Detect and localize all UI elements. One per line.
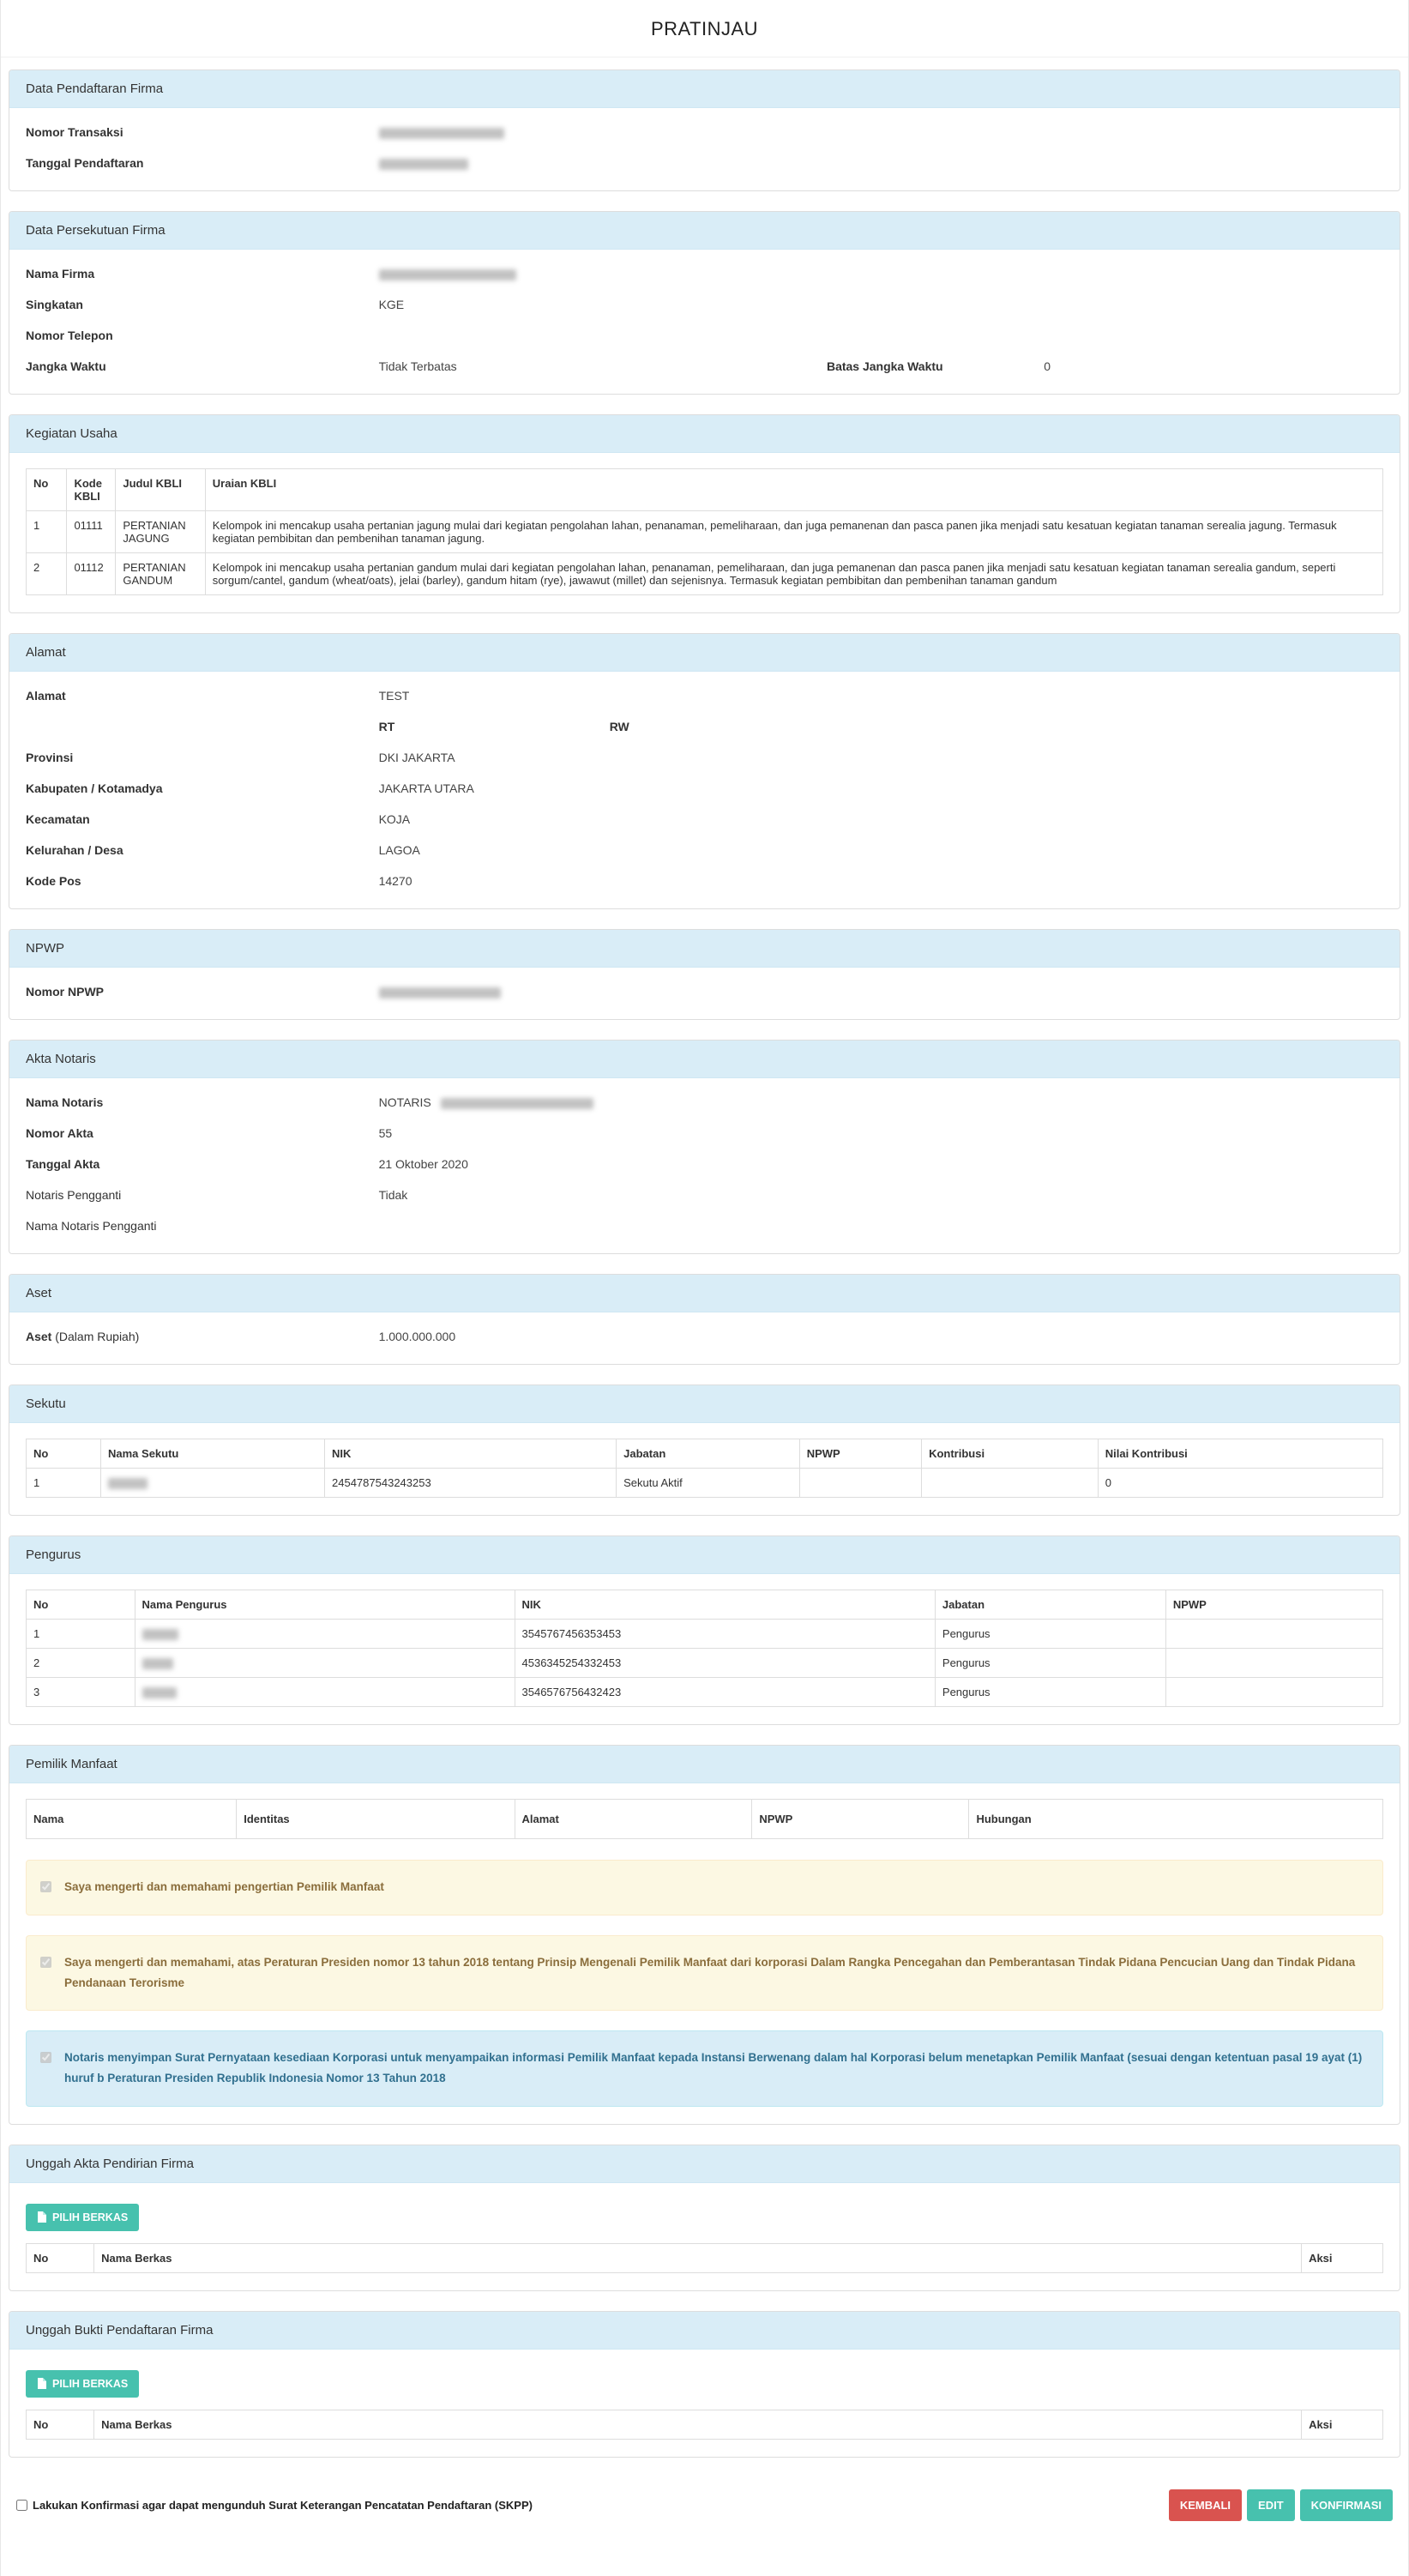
field-label: Batas Jangka Waktu <box>826 359 943 373</box>
section-pemilik-manfaat <box>9 1745 1400 2124</box>
row-alamat <box>9 680 1400 711</box>
cell-nama <box>135 1649 515 1678</box>
pilih-berkas-label: PILIH BERKAS <box>52 2377 129 2390</box>
field-label: Jangka Waktu <box>26 359 106 373</box>
col-header-hubungan: Hubungan <box>969 1800 1383 1839</box>
col-header-no: No <box>27 2243 94 2272</box>
section-npwp <box>9 929 1400 1020</box>
notice-checkbox <box>40 1881 51 1892</box>
footer-bar <box>9 2477 1400 2530</box>
col-header-nik: NIK <box>325 1439 617 1469</box>
col-header-kontribusi: Kontribusi <box>922 1439 1099 1469</box>
col-header-nama-berkas: Nama Berkas <box>94 2243 1302 2272</box>
row-nomor-transaksi <box>9 117 1400 148</box>
field-label-bold: Aset <box>26 1330 52 1343</box>
file-icon <box>37 2378 46 2389</box>
cell-nik: 4536345254332453 <box>515 1649 935 1678</box>
field-label: Nama Notaris <box>26 1095 104 1109</box>
confirm-skpp-checkbox[interactable] <box>16 2500 27 2511</box>
field-value: Tidak <box>378 1188 408 1202</box>
cell-no: 1 <box>27 1469 101 1498</box>
table-header-row <box>27 1439 1383 1469</box>
col-header-no: No <box>27 1439 101 1469</box>
redacted-value <box>142 1658 173 1669</box>
field-label: Kode Pos <box>26 874 81 888</box>
notaris-prefix: NOTARIS <box>378 1095 431 1109</box>
section-alamat <box>9 633 1400 909</box>
notice-checkbox <box>40 2052 51 2063</box>
col-header-aksi: Aksi <box>1302 2243 1383 2272</box>
cell-jabatan: Sekutu Aktif <box>617 1469 800 1498</box>
row-singkatan <box>9 289 1400 320</box>
content <box>1 57 1408 2530</box>
notice-text: Saya mengerti dan memahami, atas Peraturan Presiden nomor 13 tahun 2018 tentang Prinsip Mengenali Pemilik Manfaat dari korporasi Dalam Rangka Pencegahan dan Pemberantasan Tindak Pidana Pencucian Uang dan Tindak Pidana Pendanaan Terorisme <box>64 1955 1356 1989</box>
section-aset <box>9 1274 1400 1365</box>
section-unggah-akta <box>9 2145 1400 2291</box>
cell-npwp <box>1165 1620 1382 1649</box>
cell-nik: 2454787543243253 <box>325 1469 617 1498</box>
col-header-nama-berkas: Nama Berkas <box>94 2410 1302 2439</box>
section-kegiatan-usaha <box>9 414 1400 613</box>
page-title: PRATINJAU <box>1 0 1408 57</box>
notice-text: Notaris menyimpan Surat Pernyataan kesediaan Korporasi untuk menyampaikan informasi Pemilik Manfaat kepada Instansi Berwenang dalam hal Korporasi belum menetapkan Pemilik Manfaat (sesuai dengan ketentuan pasal 19 ayat (1) huruf b Peraturan Presiden Republik Indonesia Nomor 13 Tahun 2018 <box>64 2051 1363 2085</box>
row-nomor-akta <box>9 1118 1400 1149</box>
col-header-no: No <box>27 1590 135 1620</box>
field-label: Tanggal Akta <box>26 1157 100 1171</box>
redacted-value <box>142 1629 178 1640</box>
section-title-pemilik-manfaat: Pemilik Manfaat <box>9 1746 1400 1783</box>
pilih-berkas-label: PILIH BERKAS <box>52 2211 129 2223</box>
redacted-value <box>441 1098 593 1109</box>
section-akta-notaris <box>9 1040 1400 1254</box>
col-header-no: No <box>27 2410 94 2439</box>
col-header-no: No <box>27 469 67 511</box>
redacted-value <box>379 987 501 998</box>
cell-no: 3 <box>27 1678 135 1707</box>
cell-jabatan: Pengurus <box>935 1678 1165 1707</box>
col-header-npwp: NPWP <box>1165 1590 1382 1620</box>
cell-uraian: Kelompok ini mencakup usaha pertanian gandum mulai dari kegiatan pengolahan lahan, penanaman, pemeliharaan, dan juga pemanenan dan pasca panen jika menjadi satu kesatuan kegiatan tanaman serealia gandum, seperti sorgum/cantel, gandum (wheat/oats), jelai (barley), gandum hitam (rye), jawawut (millet) dan sejenisnya. Termasuk kegiatan pembibitan dan pembenihan tanaman gandum <box>205 553 1382 595</box>
field-value: Tidak Terbatas <box>378 359 457 373</box>
field-value: KOJA <box>378 812 411 826</box>
berkas-bukti-table <box>26 2410 1383 2440</box>
section-title-pengurus: Pengurus <box>9 1536 1400 1574</box>
cell-nilai-kontribusi: 0 <box>1098 1469 1382 1498</box>
notice-checkbox <box>40 1957 51 1968</box>
field-value: 21 Oktober 2020 <box>378 1157 468 1171</box>
kembali-button[interactable]: KEMBALI <box>1169 2489 1242 2521</box>
section-title-unggah-bukti: Unggah Bukti Pendaftaran Firma <box>9 2312 1400 2350</box>
file-icon <box>37 2211 46 2223</box>
col-header-identitas: Identitas <box>237 1800 515 1839</box>
cell-nama <box>135 1620 515 1649</box>
cell-npwp <box>1165 1649 1382 1678</box>
cell-nik: 3545767456353453 <box>515 1620 935 1649</box>
cell-npwp <box>1165 1678 1382 1707</box>
field-value: 0 <box>1044 359 1051 373</box>
row-rt-rw <box>9 711 1400 742</box>
cell-no: 2 <box>27 553 67 595</box>
pilih-berkas-bukti-button[interactable] <box>26 2370 139 2398</box>
col-header-nama-pengurus: Nama Pengurus <box>135 1590 515 1620</box>
row-nama-firma <box>9 258 1400 289</box>
col-header-alamat: Alamat <box>515 1800 752 1839</box>
cell-no: 2 <box>27 1649 135 1678</box>
cell-jabatan: Pengurus <box>935 1649 1165 1678</box>
table-header-row <box>27 469 1383 511</box>
row-kabupaten <box>9 773 1400 804</box>
field-label: Singkatan <box>26 298 83 311</box>
col-header-jabatan: Jabatan <box>935 1590 1165 1620</box>
redacted-value <box>142 1687 177 1698</box>
field-value <box>379 329 1383 342</box>
section-title-aset: Aset <box>9 1275 1400 1312</box>
section-title-npwp: NPWP <box>9 930 1400 968</box>
field-value: 55 <box>378 1126 393 1140</box>
table-header-row <box>27 2243 1383 2272</box>
field-value <box>379 1219 1383 1233</box>
table-row <box>27 511 1383 553</box>
field-label: Nomor Transaksi <box>26 125 123 139</box>
field-label: Tanggal Pendaftaran <box>26 156 144 170</box>
redacted-value <box>379 159 468 170</box>
cell-no: 1 <box>27 511 67 553</box>
confirm-skpp-label: Lakukan Konfirmasi agar dapat mengunduh Surat Keterangan Pencatatan Pendaftaran (SKPP) <box>33 2498 533 2512</box>
field-label: Nomor Telepon <box>26 329 113 342</box>
field-value: 14270 <box>378 874 412 888</box>
row-aset <box>9 1321 1400 1352</box>
cell-kontribusi <box>922 1469 1099 1498</box>
cell-npwp <box>799 1469 921 1498</box>
field-value: DKI JAKARTA <box>378 751 455 764</box>
row-tanggal-akta <box>9 1149 1400 1179</box>
section-title-sekutu: Sekutu <box>9 1385 1400 1423</box>
table-header-row <box>27 1590 1383 1620</box>
redacted-value <box>379 269 516 281</box>
section-sekutu <box>9 1385 1400 1516</box>
berkas-akta-table <box>26 2243 1383 2273</box>
col-header-judul-kbli: Judul KBLI <box>116 469 205 511</box>
cell-nama <box>101 1469 325 1498</box>
field-label: Kabupaten / Kotamadya <box>26 781 163 795</box>
col-header-nama: Nama <box>27 1800 237 1839</box>
row-jangka-waktu <box>9 351 1400 382</box>
table-row <box>27 1469 1383 1498</box>
edit-button[interactable]: EDIT <box>1247 2489 1295 2521</box>
col-header-nik: NIK <box>515 1590 935 1620</box>
cell-nik: 3546576756432423 <box>515 1678 935 1707</box>
field-label: Nama Firma <box>26 267 95 281</box>
row-notaris-pengganti <box>9 1179 1400 1210</box>
field-label: Provinsi <box>26 751 74 764</box>
cell-kode: 01112 <box>67 553 116 595</box>
row-nomor-telepon <box>9 320 1400 351</box>
table-row <box>27 1620 1383 1649</box>
redacted-value <box>108 1478 148 1489</box>
row-kecamatan <box>9 804 1400 835</box>
section-title-alamat: Alamat <box>9 634 1400 672</box>
field-label: Kecamatan <box>26 812 90 826</box>
rt-label: RT <box>378 720 395 733</box>
col-header-npwp: NPWP <box>799 1439 921 1469</box>
section-title-akta-notaris: Akta Notaris <box>9 1041 1400 1078</box>
field-value: KGE <box>378 298 405 311</box>
col-header-nilai-kontribusi: Nilai Kontribusi <box>1098 1439 1382 1469</box>
redacted-value <box>379 128 504 139</box>
row-tanggal-pendaftaran <box>9 148 1400 178</box>
cell-nama <box>135 1678 515 1707</box>
konfirmasi-button[interactable]: KONFIRMASI <box>1300 2489 1393 2521</box>
section-title-unggah-akta: Unggah Akta Pendirian Firma <box>9 2145 1400 2183</box>
row-provinsi <box>9 742 1400 773</box>
section-unggah-bukti <box>9 2311 1400 2458</box>
row-kelurahan <box>9 835 1400 866</box>
notice-pengertian-pemilik-manfaat <box>26 1860 1383 1915</box>
cell-judul: PERTANIAN GANDUM <box>116 553 205 595</box>
col-header-aksi: Aksi <box>1302 2410 1383 2439</box>
cell-no: 1 <box>27 1620 135 1649</box>
cell-kode: 01111 <box>67 511 116 553</box>
field-label: Nama Notaris Pengganti <box>26 1219 157 1233</box>
table-row <box>27 553 1383 595</box>
section-data-persekutuan <box>9 211 1400 395</box>
cell-jabatan: Pengurus <box>935 1620 1165 1649</box>
field-label: Alamat <box>26 689 66 703</box>
field-label: Notaris Pengganti <box>26 1188 122 1202</box>
col-header-uraian-kbli: Uraian KBLI <box>205 469 1382 511</box>
pemilik-manfaat-table <box>26 1799 1383 1839</box>
field-label-rest: (Dalam Rupiah) <box>55 1330 140 1343</box>
kbli-table <box>26 468 1383 595</box>
confirm-skpp <box>16 2499 533 2512</box>
pengurus-table <box>26 1590 1383 1707</box>
rw-label: RW <box>609 720 629 733</box>
section-title-data-persekutuan: Data Persekutuan Firma <box>9 212 1400 250</box>
field-label: Nomor NPWP <box>26 985 104 998</box>
field-value: LAGOA <box>378 843 420 857</box>
row-nama-notaris <box>9 1087 1400 1118</box>
field-value: JAKARTA UTARA <box>378 781 474 795</box>
pilih-berkas-akta-button[interactable] <box>26 2204 139 2231</box>
notice-surat-pernyataan <box>26 2030 1383 2107</box>
notice-perpres-13-2018 <box>26 1935 1383 2012</box>
field-value: TEST <box>378 689 410 703</box>
table-row <box>27 1678 1383 1707</box>
table-row <box>27 1649 1383 1678</box>
field-value: 1.000.000.000 <box>378 1330 456 1343</box>
table-header-row <box>27 2410 1383 2439</box>
col-header-jabatan: Jabatan <box>617 1439 800 1469</box>
field-label: Nomor Akta <box>26 1126 93 1140</box>
row-kode-pos <box>9 866 1400 896</box>
sekutu-table <box>26 1439 1383 1498</box>
row-nomor-npwp <box>9 976 1400 1007</box>
section-title-data-pendaftaran: Data Pendaftaran Firma <box>9 70 1400 108</box>
row-nama-notaris-pengganti <box>9 1210 1400 1241</box>
cell-uraian: Kelompok ini mencakup usaha pertanian jagung mulai dari kegiatan pengolahan lahan, penanaman, pemeliharaan, dan juga pemanenan dan pasca panen jika menjadi satu kesatuan kegiatan tanaman serealia jagung. Termasuk kegiatan pembibitan dan pembenihan tanaman jagung. <box>205 511 1382 553</box>
section-data-pendaftaran <box>9 69 1400 191</box>
section-pengurus <box>9 1535 1400 1725</box>
col-header-nama-sekutu: Nama Sekutu <box>101 1439 325 1469</box>
field-label: Kelurahan / Desa <box>26 843 123 857</box>
cell-judul: PERTANIAN JAGUNG <box>116 511 205 553</box>
notice-text: Saya mengerti dan memahami pengertian Pemilik Manfaat <box>64 1880 384 1894</box>
col-header-npwp: NPWP <box>752 1800 969 1839</box>
table-header-row <box>27 1800 1383 1839</box>
col-header-kode-kbli: Kode KBLI <box>67 469 116 511</box>
section-title-kegiatan-usaha: Kegiatan Usaha <box>9 415 1400 453</box>
